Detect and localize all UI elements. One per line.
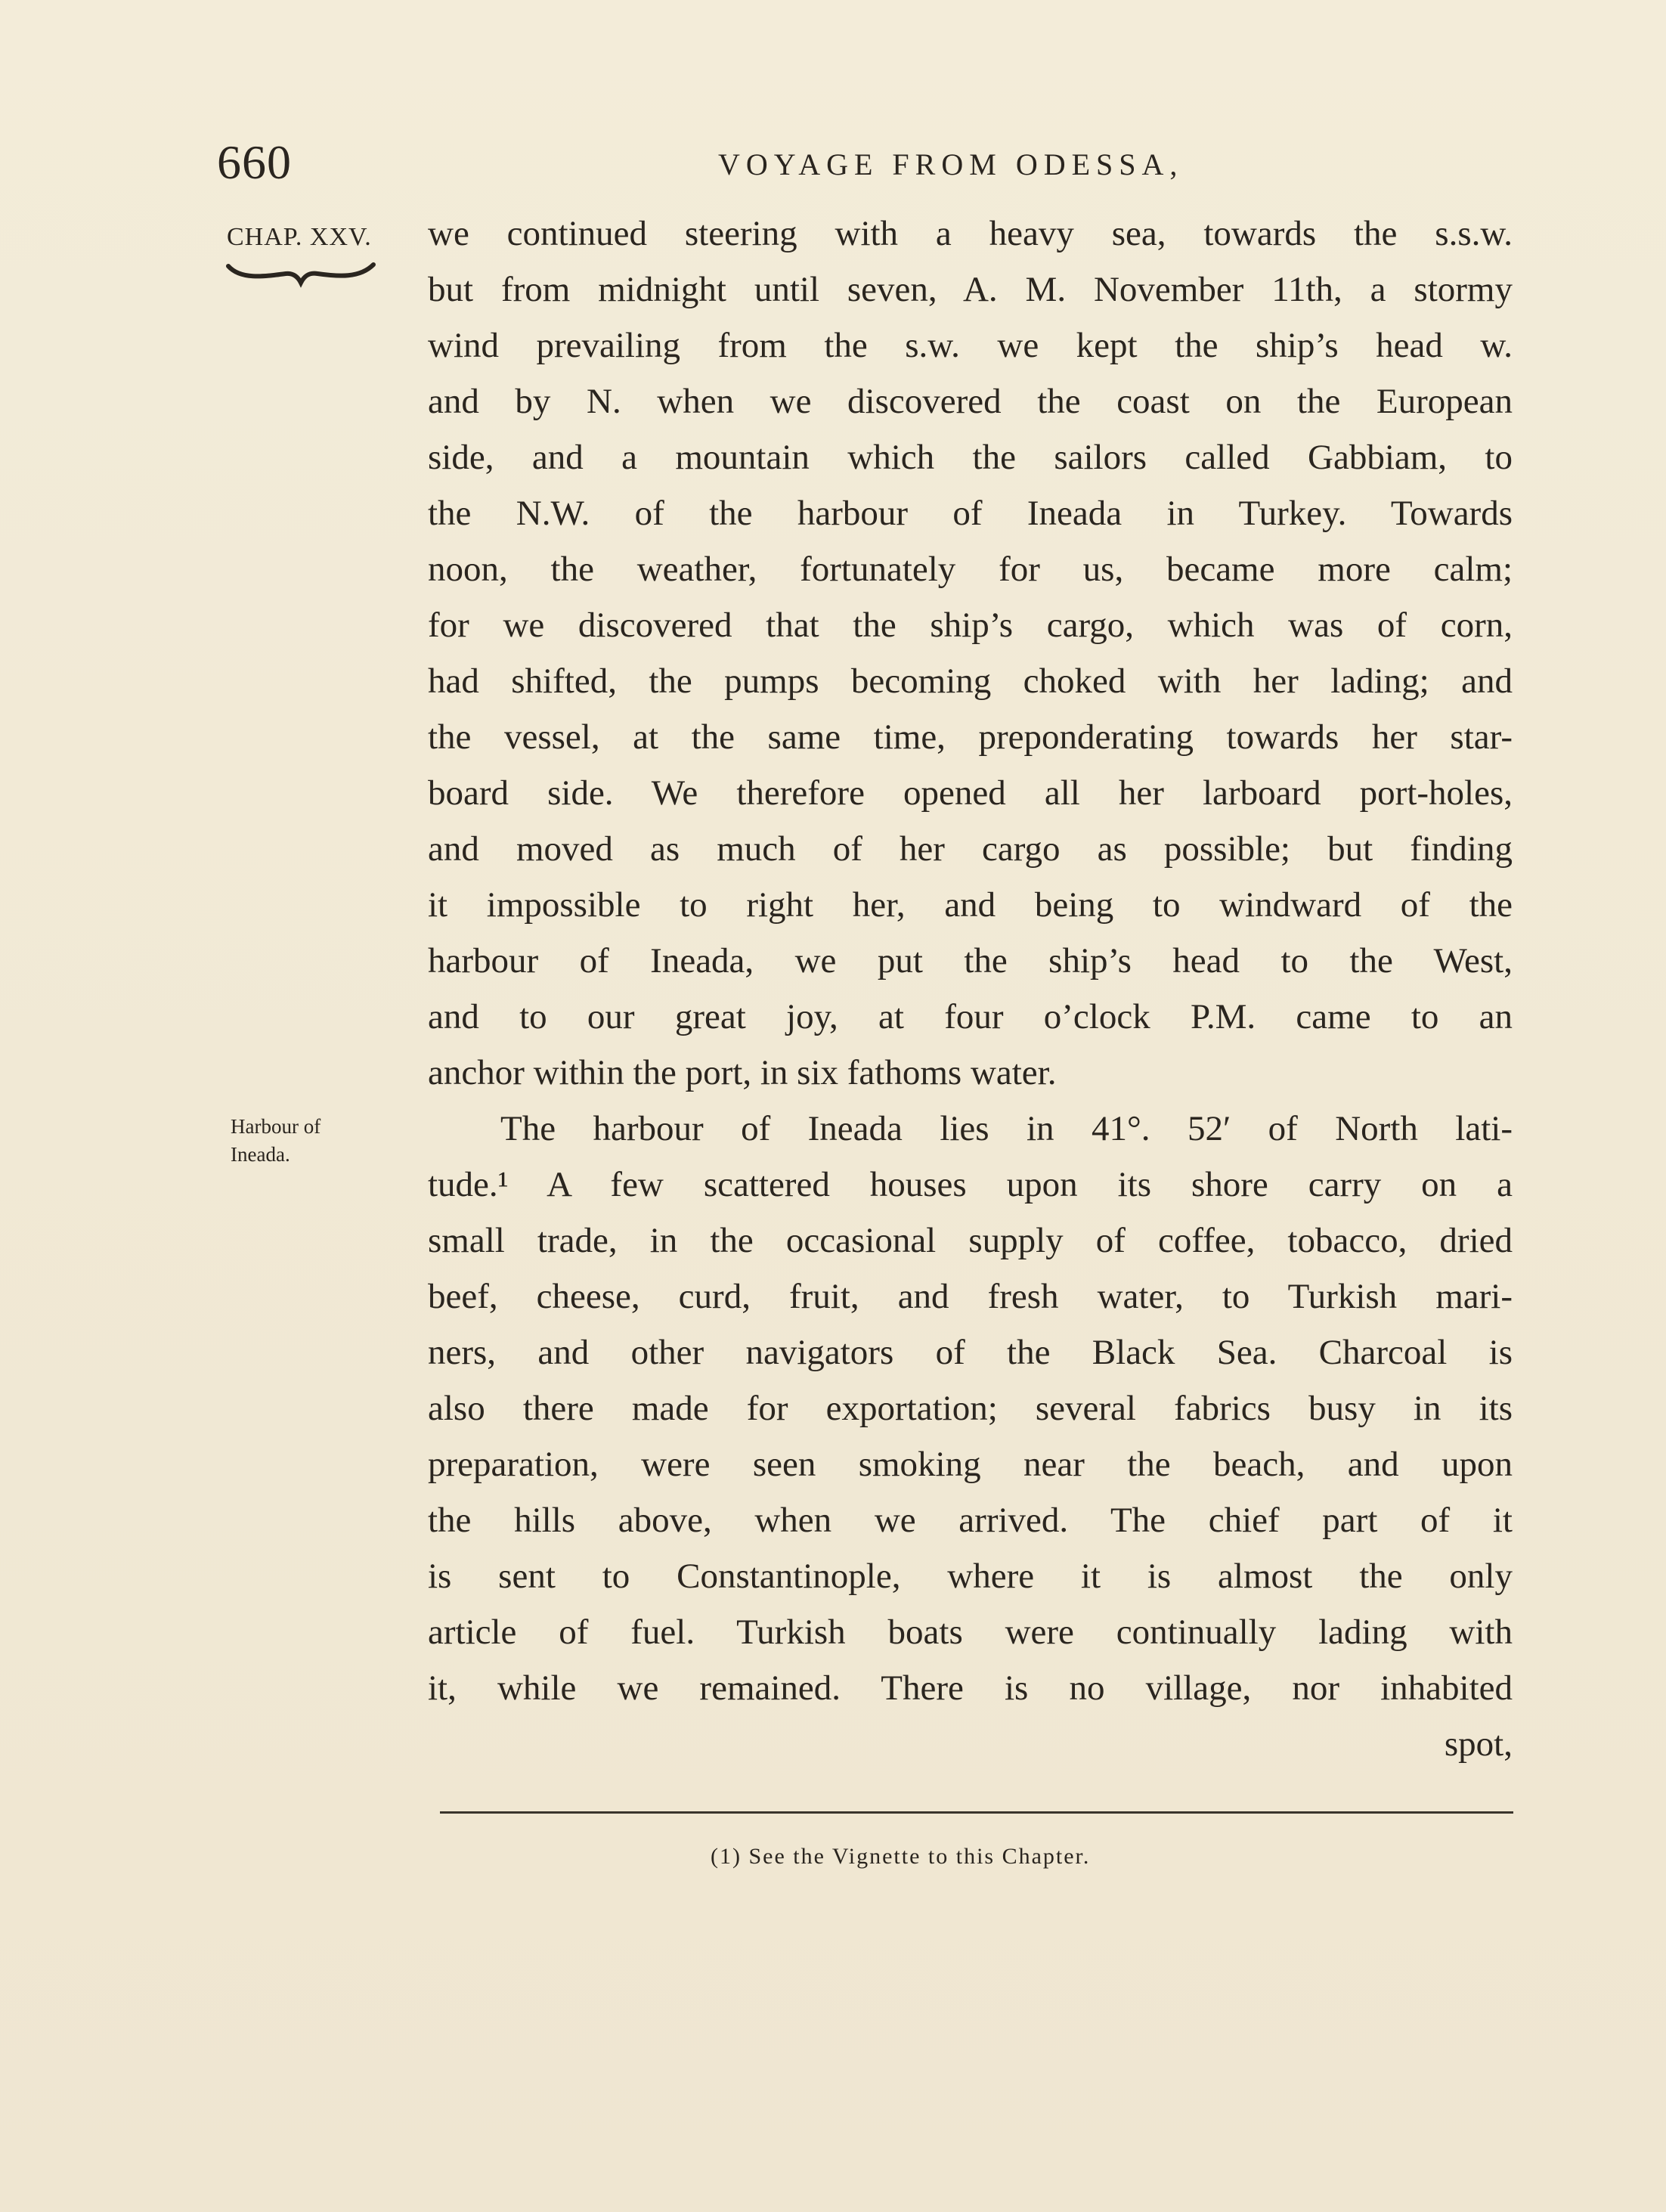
text-line: beef, cheese, curd, fruit, and fresh water, to Turkish mari- (428, 1277, 1513, 1316)
brace-ornament-icon (225, 260, 376, 290)
text-line: had shifted, the pumps becoming choked with her lading; and (428, 661, 1513, 701)
text-line: we continued steering with a heavy sea, towards the s.s.w. (428, 214, 1513, 253)
text-line: it impossible to right her, and being to windward of the (428, 885, 1513, 925)
footnote-rule (440, 1811, 1513, 1814)
footnote: (1) See the Vignette to this Chapter. (711, 1844, 1091, 1869)
text-line: and by N. when we discovered the coast on the European (428, 382, 1513, 421)
text-line: small trade, in the occasional supply of coffee, tobacco, dried (428, 1221, 1513, 1260)
text-line: the vessel, at the same time, preponderating towards her star- (428, 717, 1513, 757)
chapter-label: CHAP. XXV. (227, 223, 372, 251)
text-line: side, and a mountain which the sailors called Gabbiam, to (428, 438, 1513, 477)
running-title: VOYAGE FROM ODESSA, (718, 147, 1184, 181)
text-line: the N.W. of the harbour of Ineada in Turkey. Towards (428, 494, 1513, 533)
text-line: and moved as much of her cargo as possible; but finding (428, 829, 1513, 869)
text-line: article of fuel. Turkish boats were continually lading with (428, 1613, 1513, 1652)
text-line: preparation, were seen smoking near the beach, and upon (428, 1445, 1513, 1484)
text-line: harbour of Ineada, we put the ship’s head to the West, (428, 941, 1513, 981)
text-line: wind prevailing from the s.w. we kept the ship’s head w. (428, 326, 1513, 365)
text-line: noon, the weather, fortunately for us, became more calm; (428, 550, 1513, 589)
text-line: and to our great joy, at four o’clock P.M. came to an (428, 997, 1513, 1036)
text-line: The harbour of Ineada lies in 41°. 52′ of North lati- (500, 1109, 1513, 1148)
text-line: for we discovered that the ship’s cargo, which was of corn, (428, 606, 1513, 645)
marginal-note: Harbour of Ineada. (231, 1115, 321, 1166)
text-line: tude.¹ A few scattered houses upon its shore carry on a (428, 1165, 1513, 1204)
catchword: spot, (1444, 1724, 1513, 1764)
text-line: it, while we remained. There is no village, nor inhabited (428, 1668, 1513, 1708)
text-line: anchor within the port, in six fathoms water. (428, 1053, 1057, 1092)
text-line: ners, and other navigators of the Black Sea. Charcoal is (428, 1333, 1513, 1372)
page-number: 660 (217, 135, 292, 189)
text-line: the hills above, when we arrived. The chief part of it (428, 1501, 1513, 1540)
text-line: also there made for exportation; several fabrics busy in its (428, 1389, 1513, 1428)
text-line: is sent to Constantinople, where it is almost the only (428, 1557, 1513, 1596)
text-line: board side. We therefore opened all her larboard port-holes, (428, 773, 1513, 813)
text-line: but from midnight until seven, A. M. November 11th, a stormy (428, 270, 1513, 309)
